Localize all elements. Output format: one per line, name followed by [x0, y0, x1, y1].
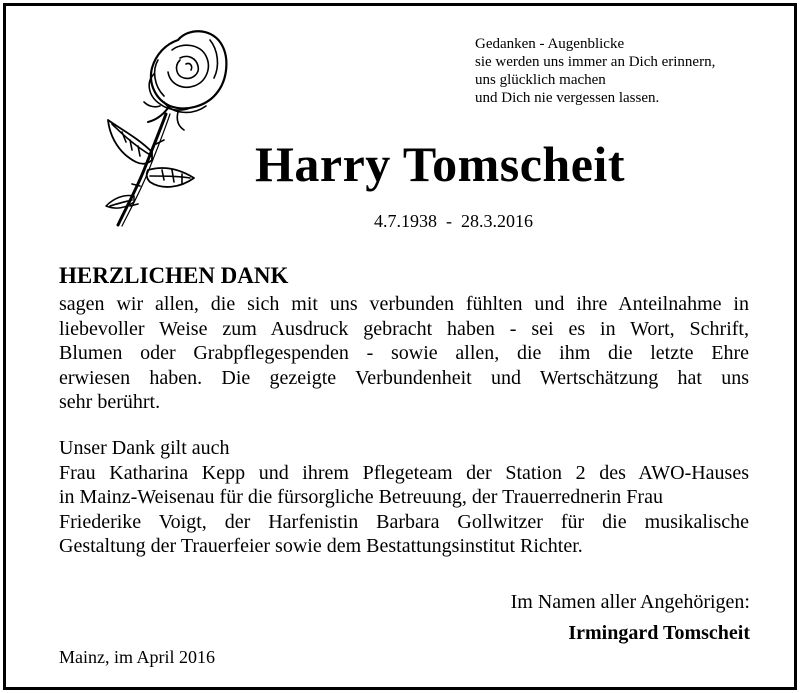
paragraph-line: erwiesen haben. Die gezeigte Verbundenheit und Wertschätzung hat uns [59, 366, 749, 389]
paragraph-line: Blumen oder Grabpflegespenden - sowie allen, die ihm die letzte Ehre [59, 342, 749, 364]
place-date: Mainz, im April 2016 [59, 647, 215, 667]
paragraph-line: sagen wir allen, die sich mit uns verbunden fühlten und ihre Anteilnahme in [59, 293, 749, 315]
thanks-heading: HERZLICHEN DANK [59, 263, 289, 288]
paragraph-line: Frau Katharina Kepp und ihrem Pflegeteam der Station 2 des AWO-Hauses [59, 461, 749, 484]
paragraph-line: in Mainz-Weisenau für die fürsorgliche Betreuung, der Trauerrednerin Frau [59, 486, 663, 508]
signoff-text: Im Namen aller Angehörigen: [510, 591, 750, 613]
thanks-paragraph [59, 292, 749, 415]
life-dates: 4.7.1938 - 28.3.2016 [374, 211, 533, 231]
poem-line: sie werden uns immer an Dich erinnern, [475, 54, 716, 70]
paragraph-line: Unser Dank gilt auch [59, 437, 230, 459]
poem-line: und Dich nie vergessen lassen. [475, 90, 660, 106]
poem [475, 35, 715, 107]
poem-line: uns glücklich machen [475, 72, 606, 88]
paragraph-line: sehr berührt. [59, 391, 161, 413]
paragraph-line: Friederike Voigt, der Harfenistin Barbara Gollwitzer für die musikalische [59, 510, 749, 533]
paragraph-line: liebevoller Weise zum Ausdruck gebracht haben - sei es in Wort, Schrift, [59, 317, 749, 340]
poem-line: Gedanken - Augenblicke [475, 36, 625, 52]
rose-icon [60, 20, 235, 235]
deceased-name: Harry Tomscheit [255, 136, 625, 192]
acknowledgement-paragraph [59, 436, 749, 559]
signer-name: Irmingard Tomscheit [568, 622, 750, 644]
paragraph-line: Gestaltung der Trauerfeier sowie dem Bestattungsinstitut Richter. [59, 535, 583, 557]
